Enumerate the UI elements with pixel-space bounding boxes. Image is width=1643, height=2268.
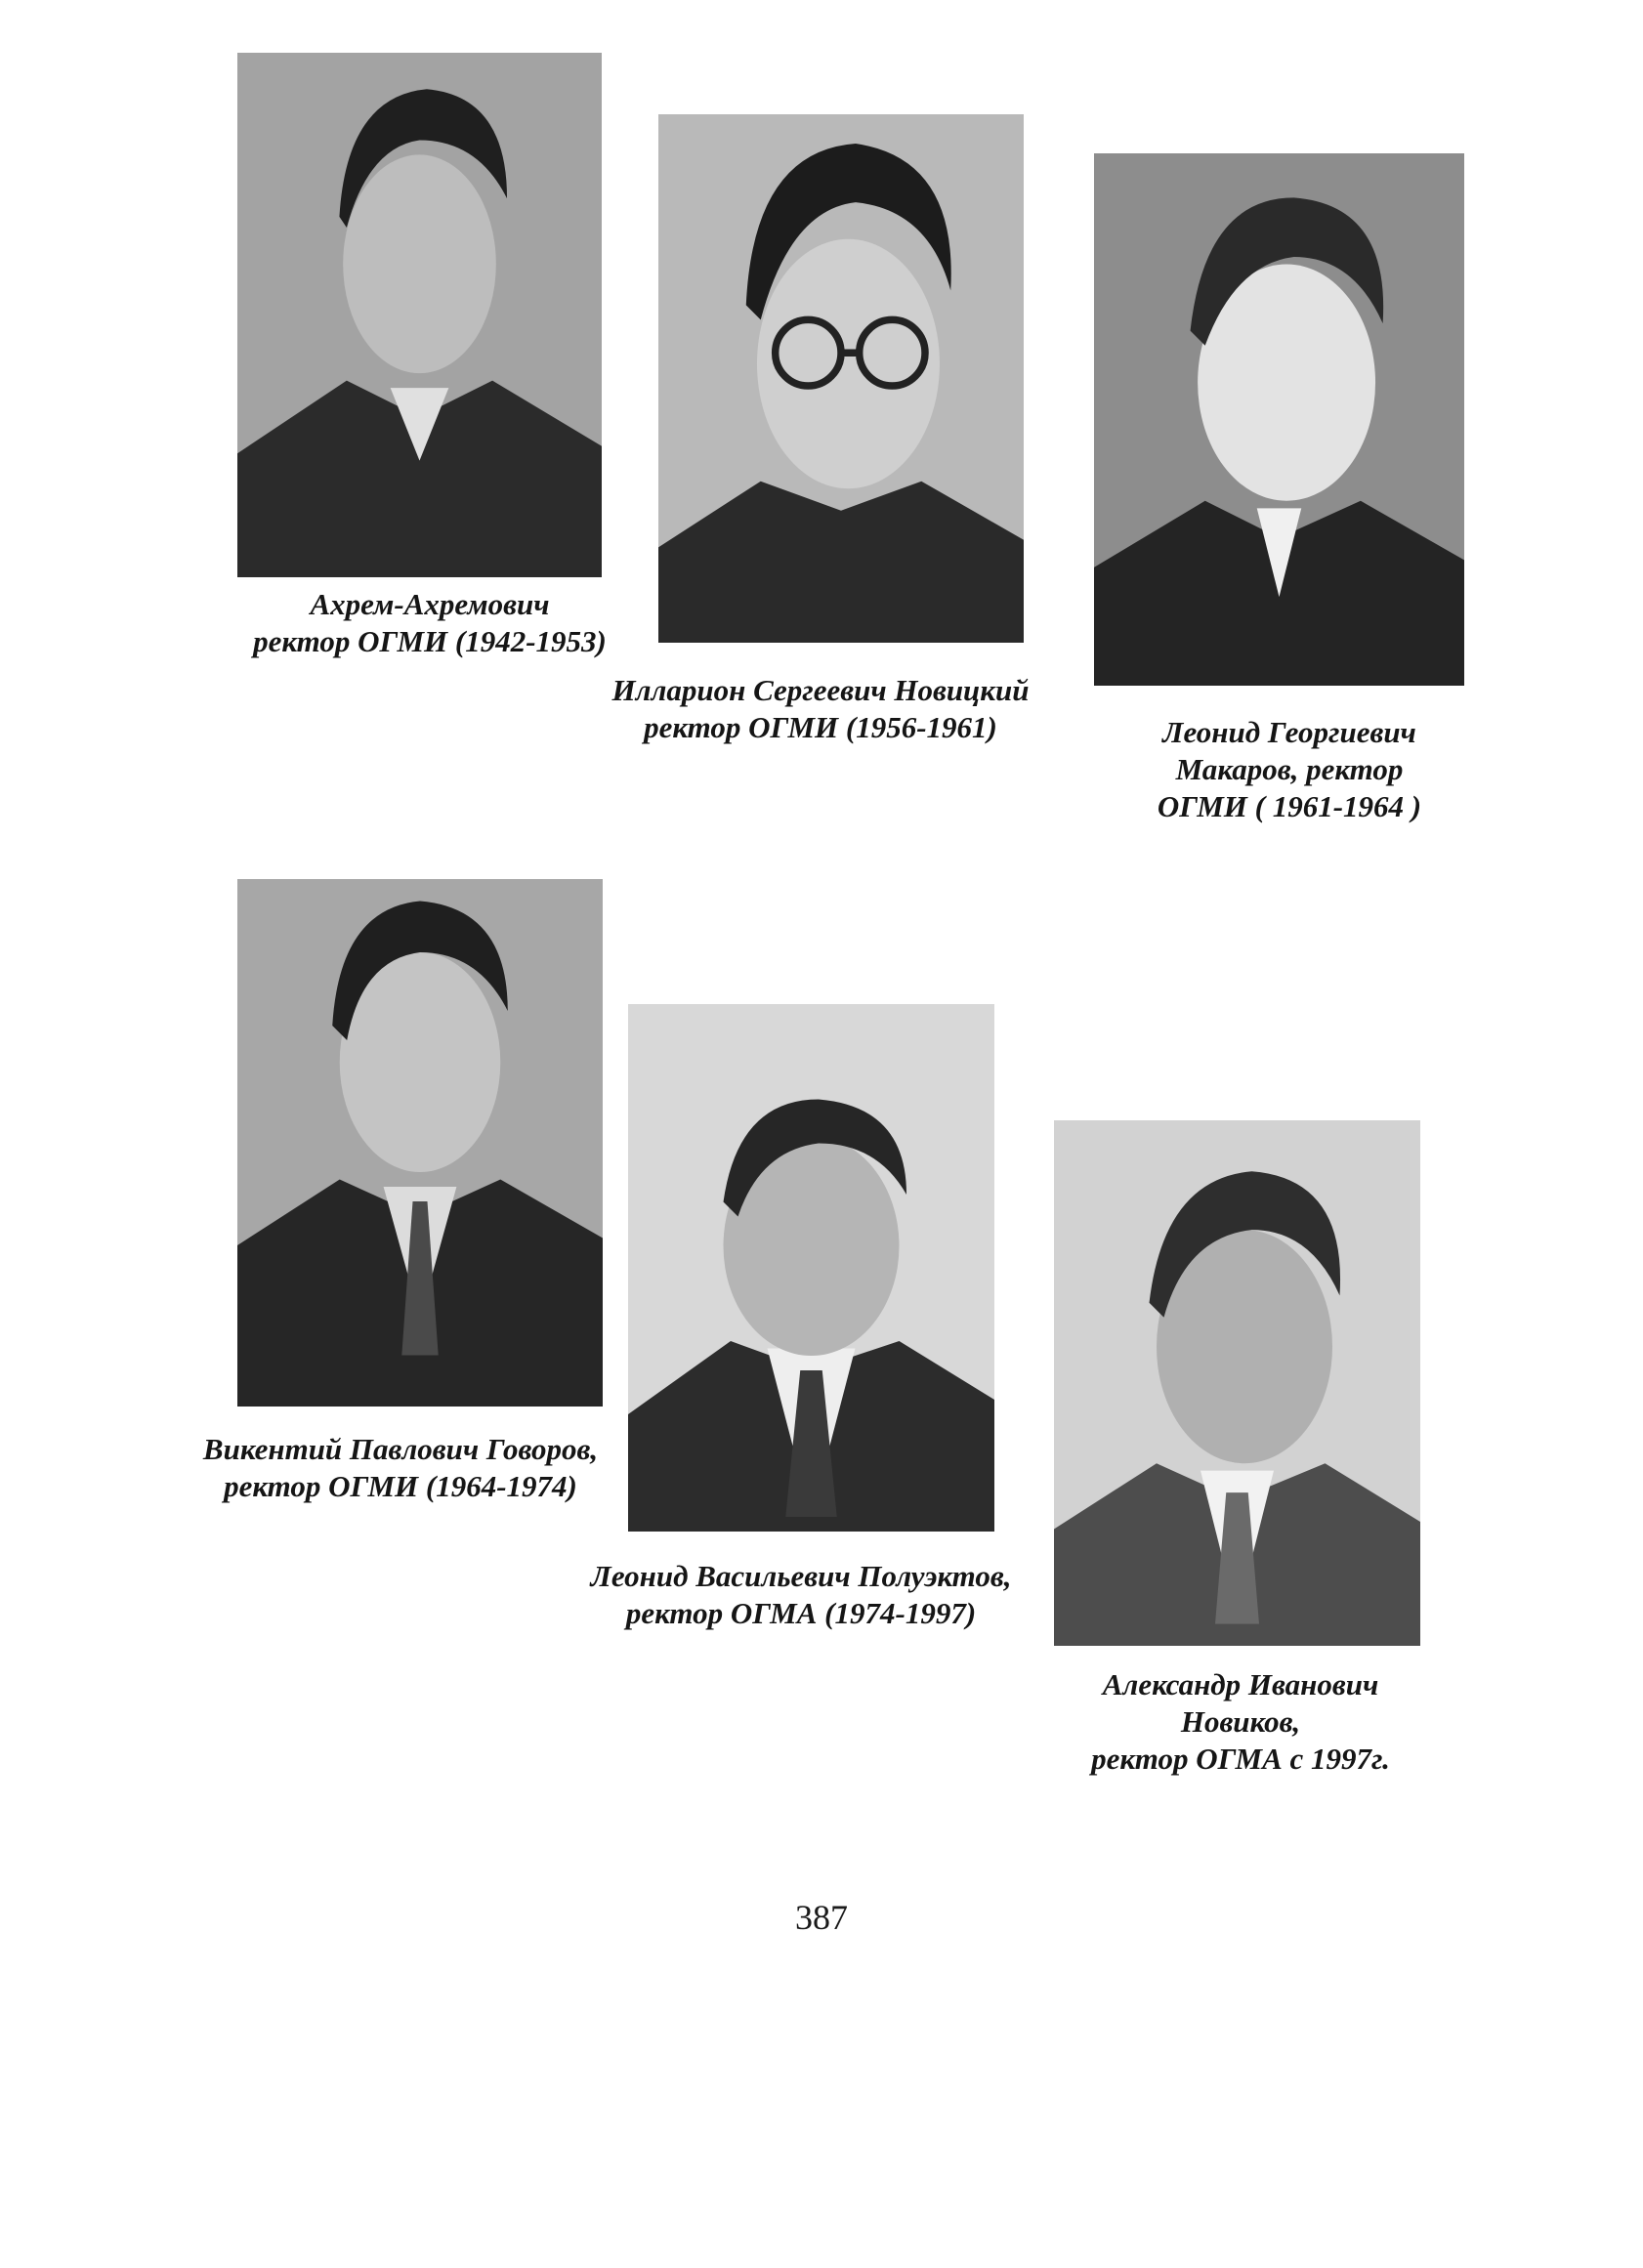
portrait-photo-4: [237, 879, 603, 1407]
caption-photo-2: [567, 672, 1074, 746]
portrait-image: [237, 53, 602, 577]
portrait-photo-1: [237, 53, 602, 577]
caption-line: Леонид Васильевич Полуэктов,: [590, 1559, 1012, 1593]
portrait-photo-5: [628, 1004, 994, 1532]
caption-line: Илларион Сергеевич Новицкий: [611, 673, 1030, 707]
caption-line: ректор ОГМИ (1942-1953): [253, 624, 607, 658]
portrait-image: [1094, 153, 1464, 686]
caption-line: Новиков,: [1180, 1704, 1301, 1739]
portrait-image: [658, 114, 1024, 643]
caption-photo-3: [1094, 714, 1485, 825]
portrait-photo-6: [1054, 1120, 1420, 1646]
portrait-image: [1054, 1120, 1420, 1646]
caption-line: Ахрем-Ахремович: [310, 587, 550, 621]
caption-photo-1: [195, 586, 664, 660]
caption-line: Александр Иванович: [1102, 1667, 1379, 1701]
caption-line: Макаров, ректор: [1175, 752, 1404, 786]
caption-line: ректор ОГМА с 1997г.: [1091, 1742, 1390, 1776]
caption-photo-4: [147, 1431, 654, 1505]
caption-line: Викентий Павлович Говоров,: [202, 1432, 599, 1466]
portrait-photo-2: [658, 114, 1024, 643]
caption-photo-6: [1026, 1666, 1455, 1778]
caption-line: Леонид Георгиевич: [1162, 715, 1416, 749]
caption-line: ректор ОГМИ (1956-1961): [644, 710, 997, 744]
caption-line: ректор ОГМА (1974-1997): [625, 1596, 977, 1630]
portrait-image: [237, 879, 603, 1407]
caption-photo-5: [527, 1558, 1074, 1632]
caption-line: ОГМИ ( 1961-1964 ): [1157, 789, 1422, 823]
portrait-image: [628, 1004, 994, 1532]
page-number: 387: [795, 1898, 848, 1937]
portrait-photo-3: [1094, 153, 1464, 686]
caption-line: ректор ОГМИ (1964-1974): [224, 1469, 577, 1503]
